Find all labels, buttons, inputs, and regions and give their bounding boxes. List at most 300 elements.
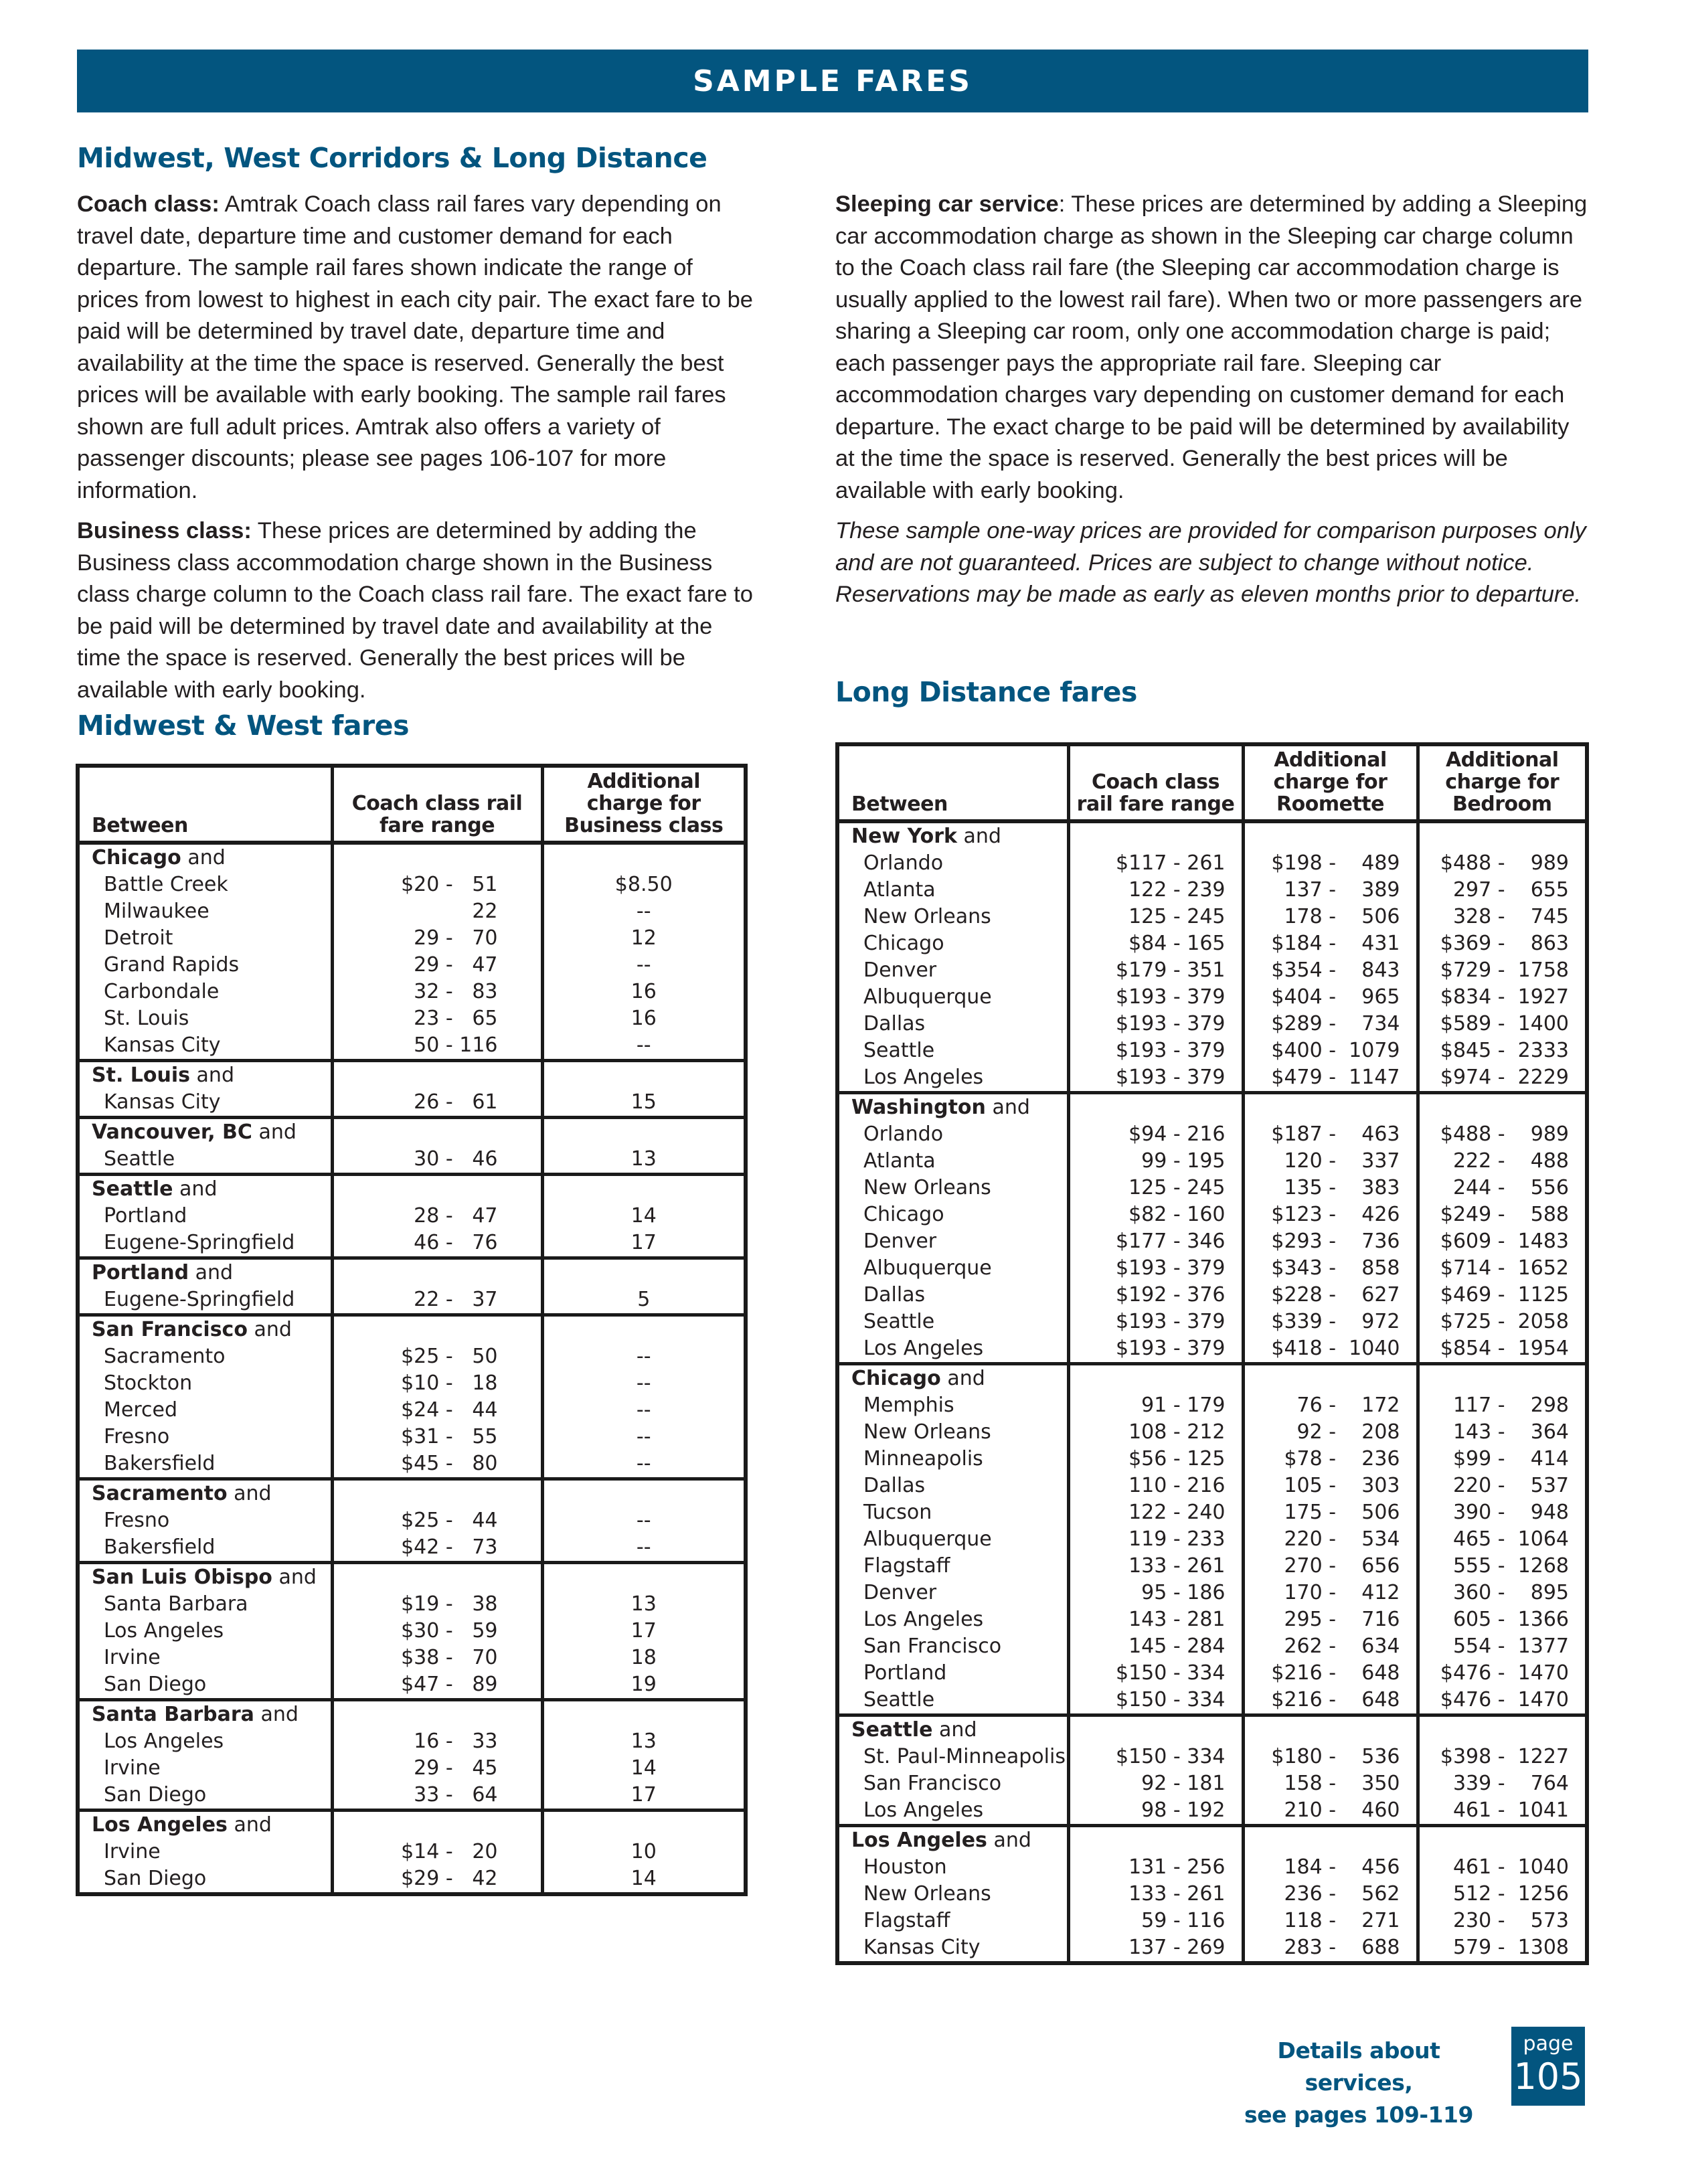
destination-cell (837, 1606, 1068, 1633)
empty-cell (332, 1175, 542, 1203)
fare-cell: $854 - 1954 (1418, 1335, 1587, 1364)
table-row (837, 877, 1587, 904)
empty-cell (542, 1258, 746, 1287)
fare-cell: 14 (542, 1755, 746, 1782)
table-row (78, 1645, 746, 1671)
destination-cell (78, 1728, 332, 1755)
table-row (78, 1397, 746, 1424)
group-header-row (78, 1811, 746, 1839)
destination-city: Seattle (863, 1688, 935, 1711)
destination-city: Stockton (104, 1371, 193, 1395)
empty-cell (1243, 1364, 1418, 1393)
group-header-row (78, 1061, 746, 1090)
long-distance-title: Long Distance fares (835, 676, 1137, 708)
origin-suffix: and (189, 1261, 234, 1284)
fare-cell: 210 - 460 (1243, 1797, 1418, 1826)
fare-cell: 33 - 64 (332, 1782, 542, 1811)
fare-cell: 26 - 61 (332, 1089, 542, 1118)
destination-city: Los Angeles (863, 1608, 984, 1631)
fare-cell: 145 - 284 (1068, 1633, 1243, 1660)
fare-cell: 98 - 192 (1068, 1797, 1243, 1826)
table-row (837, 1934, 1587, 1963)
destination-cell (78, 1005, 332, 1032)
table-row (837, 1335, 1587, 1364)
origin-city (78, 1118, 332, 1147)
fare-cell: 118 - 271 (1243, 1908, 1418, 1934)
destination-cell (78, 1032, 332, 1061)
page-label: page (1523, 2032, 1574, 2055)
destination-cell (837, 1881, 1068, 1908)
destination-city: Chicago (863, 1203, 944, 1226)
fare-cell: 13 (542, 1591, 746, 1618)
destination-cell (78, 1645, 332, 1671)
table-row (78, 1591, 746, 1618)
fare-cell: 14 (542, 1203, 746, 1230)
fare-cell: 16 (542, 979, 746, 1005)
fare-group (78, 843, 746, 1061)
destination-city: Los Angeles (863, 1798, 984, 1822)
fare-cell: $249 - 588 (1418, 1201, 1587, 1228)
fare-cell: $589 - 1400 (1418, 1011, 1587, 1037)
destination-city: Los Angeles (863, 1337, 984, 1360)
business-class-text: These prices are determined by adding the Business class accommodation charge shown in the Business class charge column to the Coach class rail fare. The exact fare to be paid will be determined by travel date and availability at the time the space is reserved. Generally the best prices will be available with early booking. (77, 518, 753, 703)
long-distance-fares-table (835, 742, 1589, 1965)
fare-cell: 117 - 298 (1418, 1392, 1587, 1419)
destination-city: Portland (863, 1661, 947, 1685)
group-header-row (78, 1258, 746, 1287)
table-row (837, 1175, 1587, 1201)
table-row (78, 1230, 746, 1258)
fare-cell: -- (542, 1343, 746, 1370)
origin-city-name: Portland (92, 1261, 189, 1284)
fare-cell: $10 - 18 (332, 1370, 542, 1397)
fare-cell: $609 - 1483 (1418, 1228, 1587, 1255)
destination-cell (837, 1148, 1068, 1175)
fare-cell: 390 - 948 (1418, 1499, 1587, 1526)
destination-cell (837, 1580, 1068, 1606)
fare-cell: 461 - 1040 (1418, 1854, 1587, 1881)
fare-cell: $25 - 44 (332, 1507, 542, 1534)
destination-city: Santa Barbara (104, 1592, 248, 1616)
fare-group (837, 1093, 1587, 1364)
fare-cell: 22 (332, 898, 542, 925)
group-header-row (78, 1563, 746, 1592)
table-row (78, 1343, 746, 1370)
fare-cell: $289 - 734 (1243, 1011, 1418, 1037)
fare-group (78, 1479, 746, 1563)
origin-city-name: Los Angeles (851, 1829, 987, 1852)
fare-cell: 23 - 65 (332, 1005, 542, 1032)
fare-cell: $216 - 648 (1243, 1660, 1418, 1687)
destination-city: Irvine (104, 1840, 161, 1863)
origin-city (78, 1479, 332, 1508)
fare-cell: $974 - 2229 (1418, 1064, 1587, 1093)
fare-cell: $488 - 989 (1418, 850, 1587, 877)
destination-city: Kansas City (863, 1936, 981, 1959)
destination-cell (837, 850, 1068, 877)
fare-cell: $150 - 334 (1068, 1660, 1243, 1687)
table-row (837, 930, 1587, 957)
fare-cell: 605 - 1366 (1418, 1606, 1587, 1633)
fare-cell: 19 (542, 1671, 746, 1700)
fare-cell: 13 (542, 1146, 746, 1175)
empty-cell (1243, 1826, 1418, 1855)
fare-group (837, 1826, 1587, 1964)
fare-cell: $82 - 160 (1068, 1201, 1243, 1228)
empty-cell (1418, 1715, 1587, 1744)
fare-cell: 29 - 47 (332, 952, 542, 979)
fare-cell: 29 - 70 (332, 925, 542, 952)
destination-cell (837, 1335, 1068, 1364)
fare-cell: $45 - 80 (332, 1450, 542, 1479)
empty-cell (1068, 1364, 1243, 1393)
origin-city-name: Chicago (851, 1367, 941, 1390)
fare-cell: $343 - 858 (1243, 1255, 1418, 1282)
destination-cell (78, 1450, 332, 1479)
fare-cell: 158 - 350 (1243, 1770, 1418, 1797)
fare-cell: 143 - 364 (1418, 1419, 1587, 1446)
fare-cell: 17 (542, 1230, 746, 1258)
banner-title: SAMPLE FARES (693, 64, 973, 98)
business-class-paragraph (77, 515, 753, 706)
table-row (837, 1881, 1587, 1908)
fare-cell: 29 - 45 (332, 1755, 542, 1782)
fare-cell: $19 - 38 (332, 1591, 542, 1618)
fare-cell: $56 - 125 (1068, 1446, 1243, 1473)
table-row (837, 1392, 1587, 1419)
destination-city: St. Louis (104, 1007, 189, 1030)
destination-cell (78, 1671, 332, 1700)
destination-city: Albuquerque (863, 1256, 992, 1280)
destination-city: Houston (863, 1855, 947, 1879)
table-row (78, 925, 746, 952)
destination-cell (837, 1011, 1068, 1037)
table-row (78, 1450, 746, 1479)
sleeping-car-text: : These prices are determined by adding a Sleeping car accommodation charge as shown in the Sleeping car charge column to the Coach class rail fare (the Sleeping car accommodation charge is usually applied to the lowest rail fare). When two or more passengers are sharing a Sleeping car room, only one accommodation charge is paid; each passenger pays the appropriate rail fare. Sleeping car accommodation charges vary depending on customer demand for each departure. The exact charge to be paid will be determined by availability at the time the space is reserved. Generally the best prices will be available with early booking. (835, 191, 1588, 503)
fare-cell: $180 - 536 (1243, 1744, 1418, 1770)
destination-cell (837, 904, 1068, 930)
group-header-row (78, 1700, 746, 1729)
destination-city: Albuquerque (863, 1527, 992, 1551)
table-row (837, 1908, 1587, 1934)
sleeping-car-paragraph (835, 189, 1592, 507)
fare-cell: $42 - 73 (332, 1534, 542, 1563)
fare-cell: 32 - 83 (332, 979, 542, 1005)
table-row (78, 1782, 746, 1811)
table-row (837, 1526, 1587, 1553)
fare-cell: 135 - 383 (1243, 1175, 1418, 1201)
group-header-row (837, 1826, 1587, 1855)
destination-cell (837, 1228, 1068, 1255)
fare-cell: 222 - 488 (1418, 1148, 1587, 1175)
table-row (837, 1255, 1587, 1282)
table-row (837, 1744, 1587, 1770)
fare-group (78, 1175, 746, 1258)
table-row (837, 1419, 1587, 1446)
destination-city: Dallas (863, 1283, 926, 1307)
empty-cell (1418, 1093, 1587, 1122)
destination-cell (837, 1282, 1068, 1309)
origin-city-name: Chicago (92, 846, 181, 869)
origin-suffix: and (227, 1482, 272, 1505)
midwest-west-title: Midwest & West fares (77, 709, 409, 742)
fare-cell: $177 - 346 (1068, 1228, 1243, 1255)
fare-cell: $193 - 379 (1068, 1335, 1243, 1364)
fare-cell: 10 (542, 1839, 746, 1865)
fare-group (78, 1315, 746, 1479)
empty-cell (1243, 1715, 1418, 1744)
destination-city: Flagstaff (863, 1909, 950, 1932)
fare-cell: $20 - 51 (332, 871, 542, 898)
origin-suffix: and (247, 1318, 292, 1341)
destination-cell (78, 925, 332, 952)
destination-cell (78, 1618, 332, 1645)
services-reference-line2: see pages 109-119 (1244, 2102, 1473, 2128)
fare-cell: 125 - 245 (1068, 904, 1243, 930)
origin-city (837, 1826, 1068, 1855)
origin-city-name: Washington (851, 1096, 986, 1119)
table-row (78, 898, 746, 925)
group-header-row (78, 1315, 746, 1344)
fare-cell: $369 - 863 (1418, 930, 1587, 957)
fare-cell: $725 - 2058 (1418, 1309, 1587, 1335)
origin-city-name: San Francisco (92, 1318, 248, 1341)
fare-cell: $14 - 20 (332, 1839, 542, 1865)
table-row (78, 1534, 746, 1563)
destination-city: San Diego (104, 1673, 207, 1696)
empty-cell (542, 1175, 746, 1203)
origin-city (78, 1811, 332, 1839)
fare-cell: 184 - 456 (1243, 1854, 1418, 1881)
fare-cell: -- (542, 898, 746, 925)
destination-city: Denver (863, 1230, 937, 1253)
fare-cell: $404 - 965 (1243, 984, 1418, 1011)
fare-cell: $193 - 379 (1068, 1011, 1243, 1037)
empty-cell (332, 1118, 542, 1147)
page-number: 105 (1513, 2055, 1583, 2098)
destination-cell (78, 979, 332, 1005)
destination-cell (78, 898, 332, 925)
fare-cell: $150 - 334 (1068, 1744, 1243, 1770)
fare-cell: 76 - 172 (1243, 1392, 1418, 1419)
coach-class-label: Coach class: (77, 191, 220, 217)
empty-cell (332, 843, 542, 871)
destination-city: Dallas (863, 1474, 926, 1497)
table-row (837, 1854, 1587, 1881)
destination-city: Eugene-Springfield (104, 1231, 295, 1254)
destination-city: Fresno (104, 1509, 170, 1532)
fare-cell: $179 - 351 (1068, 957, 1243, 984)
destination-cell (837, 1121, 1068, 1148)
fare-cell: 579 - 1308 (1418, 1934, 1587, 1963)
fare-cell: $30 - 59 (332, 1618, 542, 1645)
fare-group (78, 1118, 746, 1175)
destination-city: Eugene-Springfield (104, 1288, 295, 1311)
origin-city (78, 843, 332, 871)
empty-cell (332, 1479, 542, 1508)
fare-cell: 46 - 76 (332, 1230, 542, 1258)
destination-city: New Orleans (863, 905, 991, 928)
fare-cell: $193 - 379 (1068, 1309, 1243, 1335)
group-header-row (837, 1715, 1587, 1744)
destination-cell (78, 1203, 332, 1230)
table-row (78, 1755, 746, 1782)
table-row (78, 1865, 746, 1894)
origin-city (78, 1315, 332, 1344)
destination-cell (78, 1839, 332, 1865)
table-row (837, 1606, 1587, 1633)
fare-cell: 220 - 534 (1243, 1526, 1418, 1553)
table-row (78, 1618, 746, 1645)
destination-city: Atlanta (863, 1149, 936, 1173)
fare-cell: $184 - 431 (1243, 930, 1418, 957)
destination-cell (78, 1424, 332, 1450)
fare-cell: $47 - 89 (332, 1671, 542, 1700)
table-row (837, 1660, 1587, 1687)
fare-cell: $398 - 1227 (1418, 1744, 1587, 1770)
origin-city (837, 1715, 1068, 1744)
fare-cell: $354 - 843 (1243, 957, 1418, 984)
destination-cell (837, 1526, 1068, 1553)
table-row (837, 1064, 1587, 1093)
page-number-badge (1511, 2027, 1585, 2106)
fare-cell: $187 - 463 (1243, 1121, 1418, 1148)
fare-cell: -- (542, 1370, 746, 1397)
destination-city: Seattle (104, 1147, 175, 1171)
destination-city: Los Angeles (104, 1619, 224, 1643)
fare-cell: $78 - 236 (1243, 1446, 1418, 1473)
table-row (837, 1770, 1587, 1797)
fare-cell: 18 (542, 1645, 746, 1671)
section-title: Midwest, West Corridors & Long Distance (77, 142, 707, 174)
fare-cell: 17 (542, 1782, 746, 1811)
fare-cell: 175 - 506 (1243, 1499, 1418, 1526)
fare-cell: 119 - 233 (1068, 1526, 1243, 1553)
destination-cell (837, 1934, 1068, 1963)
header-coach-fare: Coach class rail fare range (1068, 744, 1243, 821)
fare-cell: $488 - 989 (1418, 1121, 1587, 1148)
empty-cell (1418, 1364, 1587, 1393)
destination-city: Albuquerque (863, 985, 992, 1009)
destination-cell (837, 1633, 1068, 1660)
fare-cell: 178 - 506 (1243, 904, 1418, 930)
fare-cell: $845 - 2333 (1418, 1037, 1587, 1064)
fare-cell: $729 - 1758 (1418, 957, 1587, 984)
table-row (837, 1797, 1587, 1826)
fare-cell: 95 - 186 (1068, 1580, 1243, 1606)
destination-city: New Orleans (863, 1420, 991, 1444)
origin-suffix: and (252, 1120, 297, 1144)
table-row (78, 979, 746, 1005)
destination-city: Merced (104, 1398, 178, 1422)
fare-cell: 12 (542, 925, 746, 952)
fare-cell: 59 - 116 (1068, 1908, 1243, 1934)
origin-suffix: and (956, 825, 1001, 848)
empty-cell (1243, 1093, 1418, 1122)
fare-cell: $193 - 379 (1068, 984, 1243, 1011)
fare-cell: 105 - 303 (1243, 1473, 1418, 1499)
fare-cell: $293 - 736 (1243, 1228, 1418, 1255)
fare-cell: 30 - 46 (332, 1146, 542, 1175)
fare-cell: $123 - 426 (1243, 1201, 1418, 1228)
fare-cell: 170 - 412 (1243, 1580, 1418, 1606)
destination-city: Seattle (863, 1310, 935, 1333)
fare-group (837, 1364, 1587, 1715)
table-row (837, 1499, 1587, 1526)
page-banner (77, 50, 1588, 112)
fare-cell: 137 - 269 (1068, 1934, 1243, 1963)
destination-cell (78, 1089, 332, 1118)
empty-cell (542, 1700, 746, 1729)
destination-city: Flagstaff (863, 1554, 950, 1578)
fare-cell: 92 - 208 (1243, 1419, 1418, 1446)
destination-cell (837, 1419, 1068, 1446)
fare-cell: $38 - 70 (332, 1645, 542, 1671)
fare-cell: $99 - 414 (1418, 1446, 1587, 1473)
fare-cell: $193 - 379 (1068, 1064, 1243, 1093)
origin-suffix: and (181, 846, 226, 869)
table-row (837, 1228, 1587, 1255)
destination-city: Detroit (104, 926, 173, 950)
fare-cell: $24 - 44 (332, 1397, 542, 1424)
fare-cell: $400 - 1079 (1243, 1037, 1418, 1064)
fare-cell: $29 - 42 (332, 1865, 542, 1894)
destination-city: Orlando (863, 851, 944, 875)
fare-cell: $117 - 261 (1068, 850, 1243, 877)
fare-cell: $834 - 1927 (1418, 984, 1587, 1011)
destination-city: Denver (863, 958, 937, 982)
sleeping-car-label: Sleeping car service (835, 191, 1059, 217)
destination-cell (837, 1392, 1068, 1419)
fare-cell: $150 - 334 (1068, 1687, 1243, 1715)
destination-cell (837, 1473, 1068, 1499)
destination-city: Fresno (104, 1425, 170, 1448)
destination-city: Los Angeles (104, 1730, 224, 1753)
fare-cell: $25 - 50 (332, 1343, 542, 1370)
empty-cell (1243, 821, 1418, 850)
table-row (837, 1553, 1587, 1580)
empty-cell (332, 1061, 542, 1090)
table-row (837, 1011, 1587, 1037)
destination-city: New Orleans (863, 1882, 991, 1906)
table-row (78, 1507, 746, 1534)
table-row (837, 1121, 1587, 1148)
destination-city: Orlando (863, 1122, 944, 1146)
table-row (78, 871, 746, 898)
fare-cell: $714 - 1652 (1418, 1255, 1587, 1282)
destination-city: Irvine (104, 1756, 161, 1780)
fare-cell: 16 (542, 1005, 746, 1032)
fare-cell: 133 - 261 (1068, 1553, 1243, 1580)
origin-city (837, 1093, 1068, 1122)
destination-cell (837, 957, 1068, 984)
header-business-charge: Additional charge for Business class (542, 766, 746, 843)
destination-cell (78, 1397, 332, 1424)
destination-cell (837, 1770, 1068, 1797)
table-row (837, 1309, 1587, 1335)
table-row (78, 1370, 746, 1397)
empty-cell (1418, 821, 1587, 850)
destination-cell (78, 952, 332, 979)
destination-cell (78, 1865, 332, 1894)
table-row (837, 850, 1587, 877)
fare-cell: 14 (542, 1865, 746, 1894)
business-class-label: Business class: (77, 518, 252, 543)
fare-cell: $339 - 972 (1243, 1309, 1418, 1335)
empty-cell (332, 1811, 542, 1839)
origin-city (78, 1700, 332, 1729)
right-column-text (835, 189, 1592, 620)
